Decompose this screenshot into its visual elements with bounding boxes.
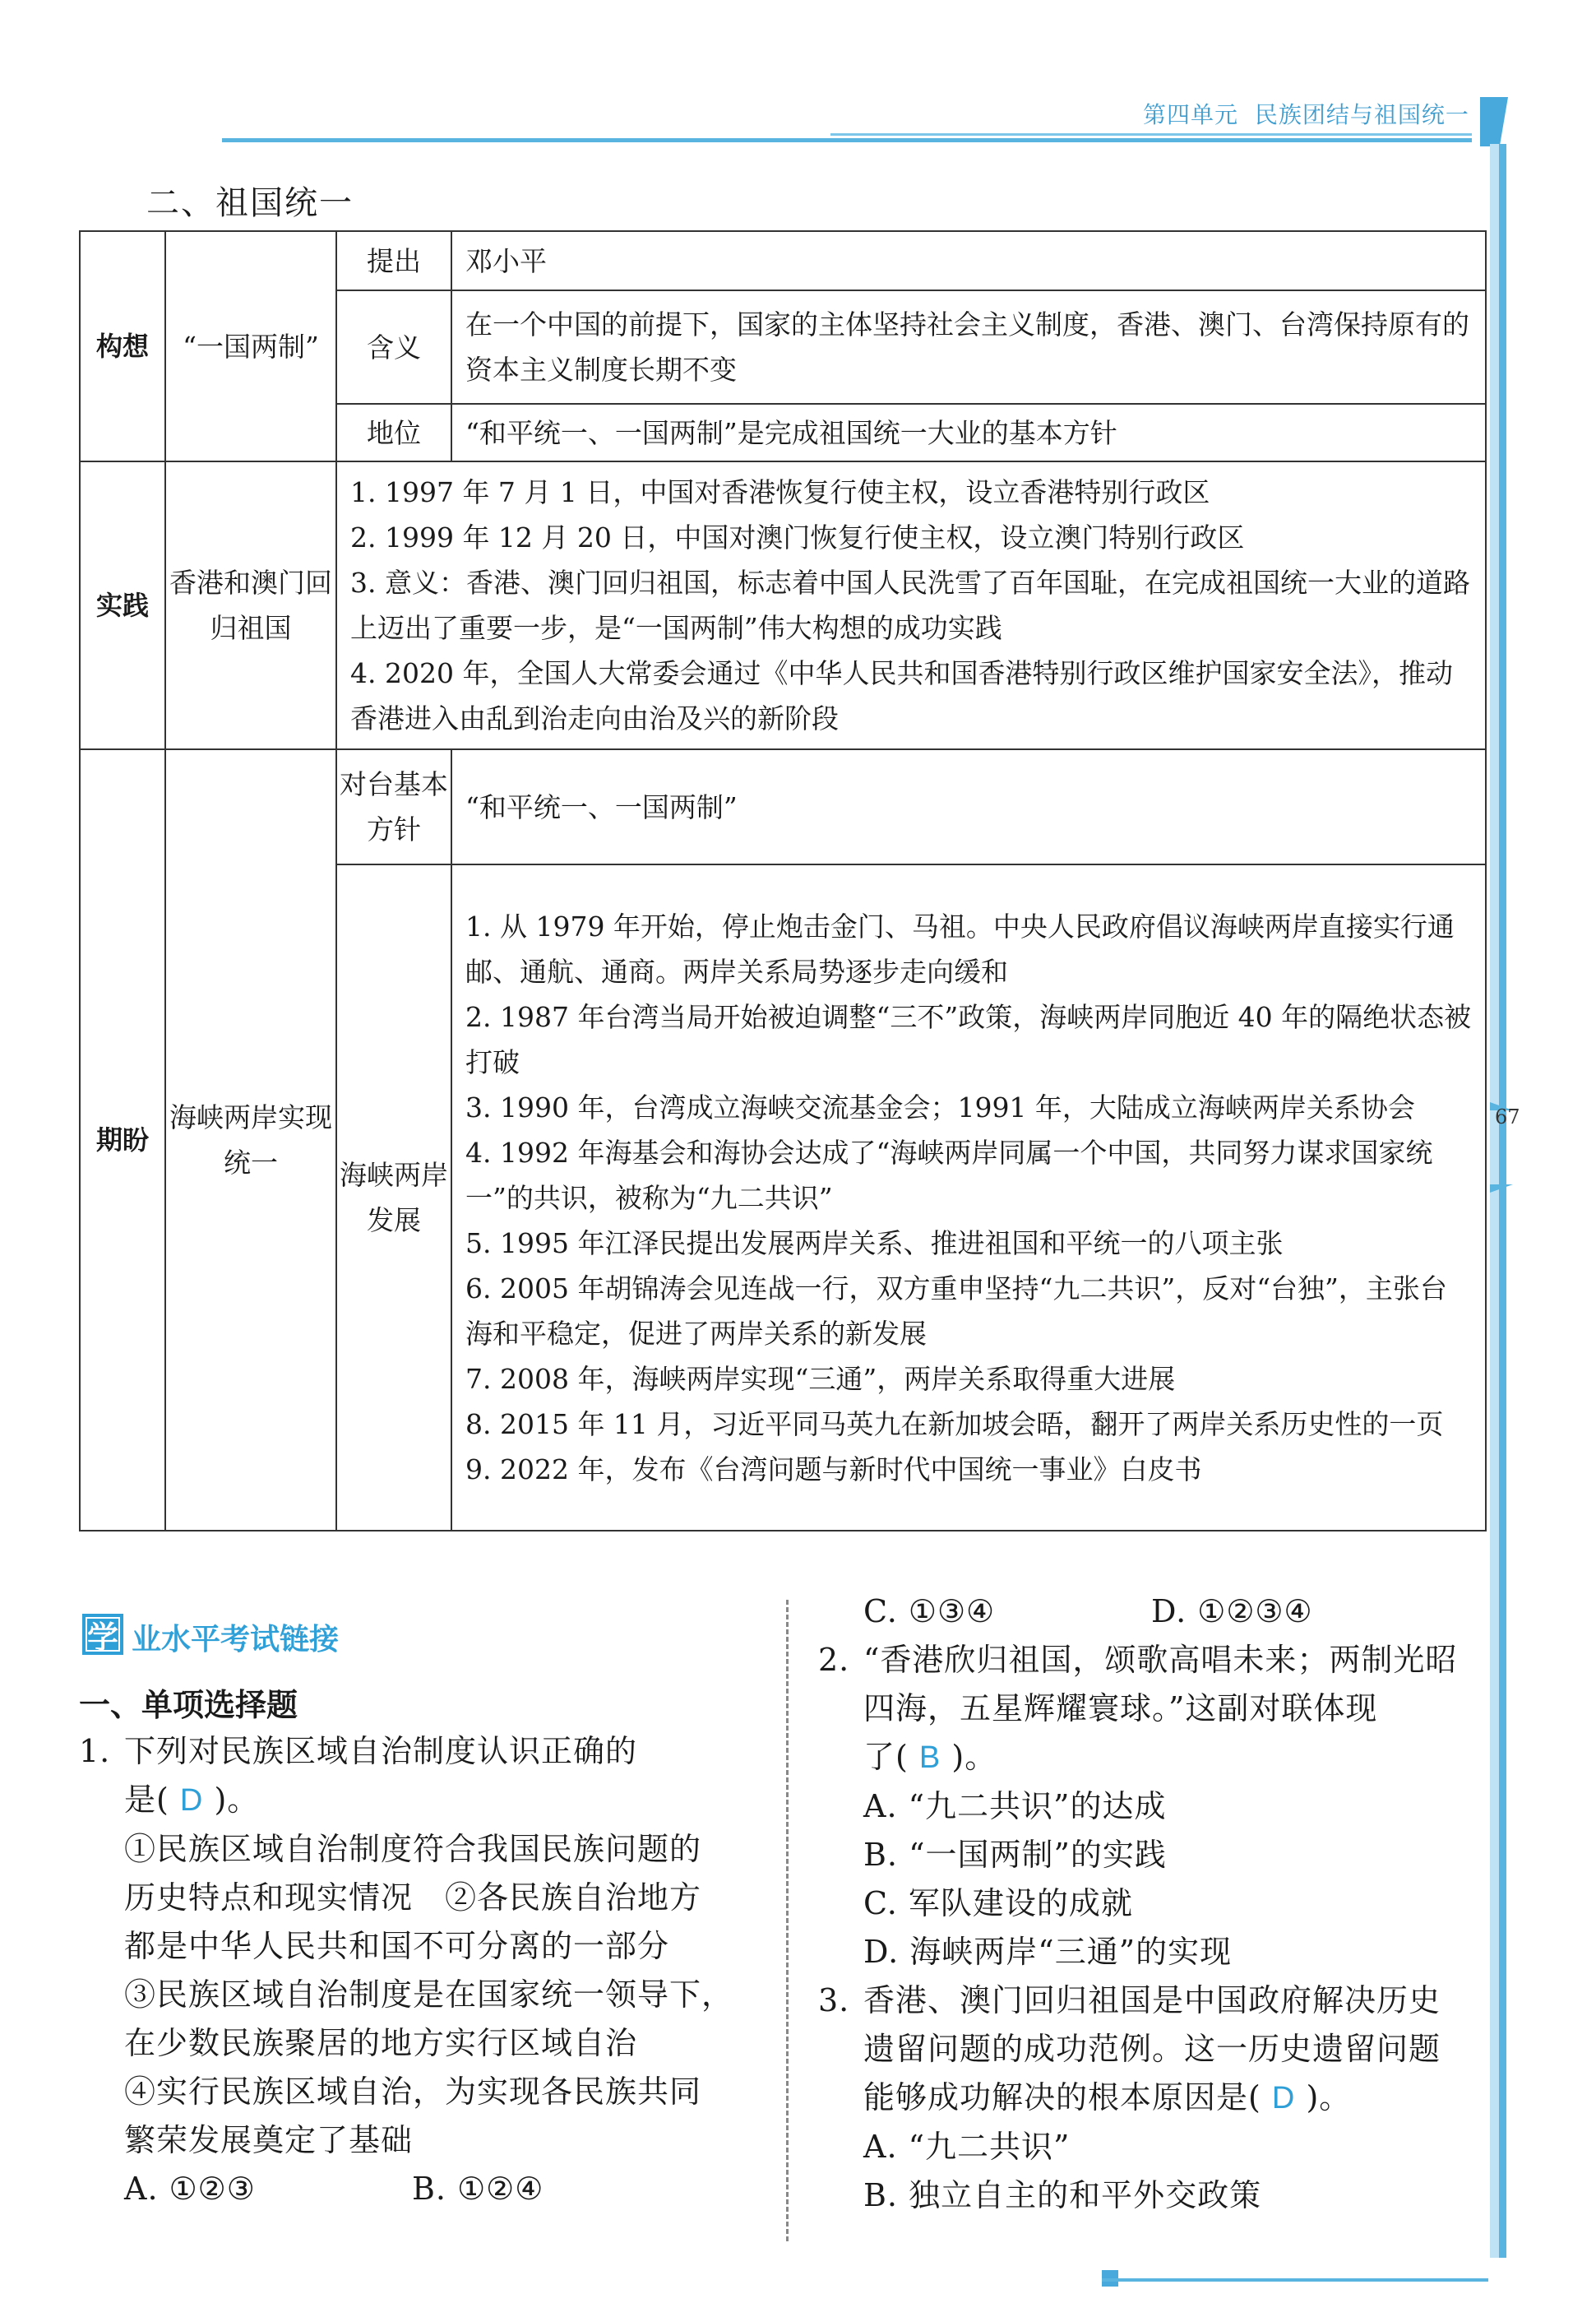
practice-items [336,461,1486,749]
q1-options-row-1 [79,2165,753,2213]
list-item: 1. 从 1979 年开始，停止炮击金门、马祖。中央人民政府倡议海峡两岸直接实行通邮、通航、通商。两岸关系局势逐步走向缓和 [465,910,1455,988]
q3-option-a: A. “九二共识” [863,2129,1071,2165]
q3-stem-line-2: 遗留问题的成功范例。这一历史遗留问题 [863,2031,1441,2067]
row-label-meaning: 含义 [336,290,451,404]
footer-rule [1102,2278,1488,2282]
list-item: 5. 1995 年江泽民提出发展两岸关系、推进祖国和平统一的八项主张 [465,1226,1284,1259]
development-items [451,864,1486,1531]
q2-option-d: D. 海峡两岸“三通”的实现 [863,1934,1233,1970]
list-item: 4. 1992 年海基会和海协会达成了“海峡两岸同属一个中国，共同努力谋求国家统一”的共识，被称为“九二共识” [465,1136,1433,1214]
topic-cross-strait-reunification: 海峡两岸实现统一 [165,749,336,1531]
q1-statement-line: 都是中华人民共和国不可分离的一部分 [124,1928,670,1964]
category-practice: 实践 [80,461,165,749]
row-content-policy: “和平统一、一国两制” [451,749,1486,864]
unit-title: 民族团结与祖国统一 [1254,101,1469,128]
list-item: 9. 2022 年，发布《台湾问题与新时代中国统一事业》白皮书 [465,1453,1202,1485]
header-tab [1480,97,1508,146]
xue-badge-icon: 学 [82,1614,123,1655]
list-item: 6. 2005 年胡锦涛会见连战一行，双方重申坚持“九二共识”，反对“台独”，主张台海和平稳定，促进了两岸关系的新发展 [465,1272,1447,1350]
q1-statement-line: ①民族区域自治制度符合我国民族问题的 [124,1831,702,1867]
row-label-proposer: 提出 [336,231,451,290]
q1-option-c: C. ①③④ [863,1593,996,1629]
list-item: 7. 2008 年，海峡两岸实现“三通”，两岸关系取得重大进展 [465,1362,1176,1395]
table-row [80,461,1486,749]
page-number: 67 [1495,1105,1520,1128]
q3-stem-line-3: 能够成功解决的根本原因是( D )。 [863,2079,1352,2115]
question-1 [79,1727,753,2213]
q3-option-b: B. 独立自主的和平外交政策 [863,2177,1262,2213]
unit-label: 第四单元 [1143,101,1239,128]
q1-option-d: D. ①②③④ [1151,1593,1313,1629]
header-rule-thin [830,133,1472,136]
list-item: 1. 1997 年 7 月 1 日，中国对香港恢复行使主权，设立香港特别行政区 [350,476,1210,508]
q2-option-c: C. 军队建设的成就 [863,1885,1133,1921]
list-item: 2. 1987 年台湾当局开始被迫调整“三不”政策，海峡两岸同胞近 40 年的隔绝状态被打破 [465,1000,1472,1078]
row-content-meaning: 在一个中国的前提下，国家的主体坚持社会主义制度，香港、澳门、台湾保持原有的资本主义制度长期不变 [451,290,1486,404]
list-item: 3. 意义：香港、澳门回归祖国，标志着中国人民洗雪了百年国耻，在完成祖国统一大业的道路上迈出了重要一步，是“一国两制”伟大构想的成功实践 [350,567,1470,644]
q2-answer: B [918,1740,941,1775]
q1-statement-line: 繁荣发展奠定了基础 [124,2122,414,2158]
q1-option-a: A. ①②③ [124,2171,256,2207]
list-item: 8. 2015 年 11 月，习近平同马英九在新加坡会晤，翻开了两岸关系历史性的一页 [465,1407,1444,1440]
list-item: 3. 1990 年，台湾成立海峡交流基金会；1991 年，大陆成立海峡两岸关系协会 [465,1091,1415,1124]
q2-option-a: A. “九二共识”的达成 [863,1788,1167,1824]
q1-option-b: B. ①②④ [412,2171,544,2207]
list-item: 4. 2020 年，全国人大常委会通过《中华人民共和国香港特别行政区维护国家安全法》，推动香港进入由乱到治走向由治及兴的新阶段 [350,657,1453,734]
q1-statement-line: ④实行民族区域自治，为实现各民族共同 [124,2074,702,2110]
question-type-heading: 一、单项选择题 [79,1687,298,1723]
q1-stem-line-1: 1. 下列对民族区域自治制度认识正确的 [79,1733,638,1769]
section-title: 二、祖国统一 [146,184,354,222]
topic-one-country-two-systems: “一国两制” [165,231,336,461]
row-label-policy: 对台基本方针 [336,749,451,864]
q3-answer: D [1271,2081,1296,2115]
row-label-status: 地位 [336,404,451,461]
row-label-development: 海峡两岸发展 [336,864,451,1531]
category-concept: 构想 [80,231,165,461]
row-content-status: “和平统一、一国两制”是完成祖国统一大业的基本方针 [451,404,1486,461]
q2-stem-line-1: 2. “香港欣归祖国，颂歌高唱未来；两制光昭 [818,1642,1458,1678]
header-rule [222,138,1472,142]
q1-statement-line: 历史特点和现实情况 ②各民族自治地方 [124,1879,702,1916]
exam-link-title: 业水平考试链接 [132,1623,340,1657]
q2-stem-line-2: 四海，五星辉耀寰球。”这副对联体现 [863,1690,1378,1726]
q2-stem-line-3: 了( B )。 [863,1739,997,1775]
right-column [818,1587,1476,2220]
q1-stem-line-2: 是( D )。 [124,1782,260,1818]
reunification-table [79,230,1487,1531]
q3-stem-line-1: 3. 香港、澳门回归祖国是中国政府解决历史 [818,1982,1441,2018]
list-item: 2. 1999 年 12 月 20 日，中国对澳门恢复行使主权，设立澳门特别行政区 [350,521,1245,554]
q1-options-row-2 [818,1587,1476,1636]
right-margin-bar-edge [1499,144,1506,2258]
row-content-proposer: 邓小平 [451,231,1486,290]
running-header [1143,97,1469,130]
column-divider [786,1600,789,2241]
q1-statement-line: ③民族区域自治制度是在国家统一领导下， [124,1976,734,2013]
q1-statement-line: 在少数民族聚居的地方实行区域自治 [124,2025,638,2061]
table-row [80,231,1486,290]
q1-answer: D [179,1783,204,1818]
table-row [80,749,1486,864]
topic-hk-macau-return: 香港和澳门回归祖国 [165,461,336,749]
q2-option-b: B. “一国两制”的实践 [863,1837,1167,1873]
category-hope: 期盼 [80,749,165,1531]
